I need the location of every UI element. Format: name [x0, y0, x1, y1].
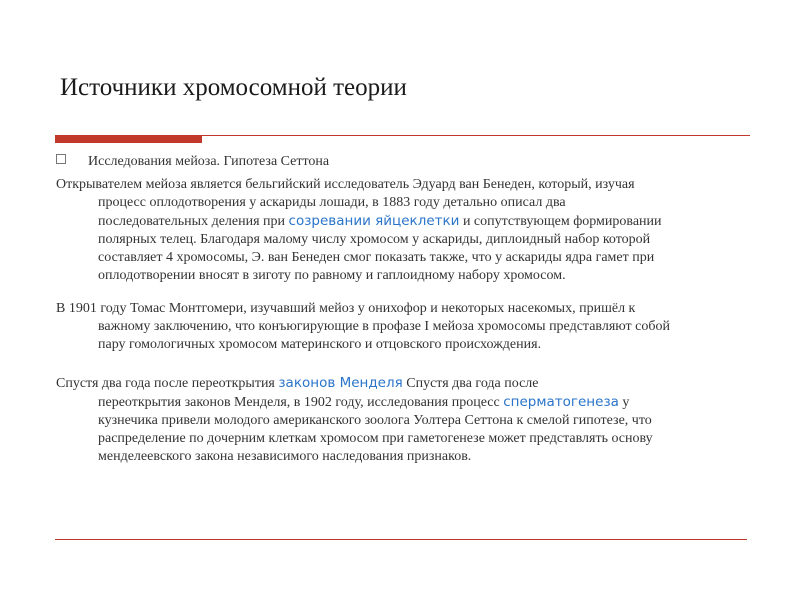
bullet-item — [56, 154, 329, 170]
bottom-divider-line — [55, 539, 747, 540]
paragraph-line: переоткрытия законов Менделя, в 1902 году, исследования процесс сперматогенеза у — [98, 394, 630, 410]
paragraph-line: кузнечика привели молодого американского зоолога Уолтера Сеттона к смелой гипотезе, что — [98, 413, 652, 428]
paragraph-van-beneden — [56, 176, 662, 285]
paragraph-line: полярных телец. Благодаря малому числу хромосом у аскариды, диплоидный набор которой — [98, 232, 651, 247]
paragraph-montgomery — [56, 300, 670, 354]
link-spermatogenesis[interactable]: сперматогенеза — [503, 394, 619, 410]
paragraph-line: Спустя два года после переоткрытия законов Менделя Спустя два года после — [56, 375, 539, 391]
paragraph-line: Открывателем мейоза является бельгийский исследователь Эдуард ван Бенеден, который, изучая — [56, 177, 635, 192]
title-divider-accent — [55, 135, 202, 143]
paragraph-line: пару гомологичных хромосом материнского и отцовского происхождения. — [98, 337, 542, 352]
bullet-text: Исследования мейоза. Гипотеза Сеттона — [88, 154, 330, 169]
link-mendel-laws[interactable]: законов Менделя — [278, 375, 403, 391]
link-egg-maturation[interactable]: созревании яйцеклетки — [288, 213, 460, 229]
paragraph-line: последовательных деления при созревании яйцеклетки и сопутствующем формировании — [98, 213, 662, 229]
paragraph-line: В 1901 году Томас Монтгомери, изучавший мейоз у онихофор и некоторых насекомых, пришёл к — [56, 301, 636, 316]
paragraph-line: распределение по дочерним клеткам хромосом при гаметогенезе может представлять основу — [98, 431, 653, 446]
slide-title: Источники хромосомной теории — [60, 74, 407, 101]
checkbox-bullet-icon — [56, 154, 66, 164]
paragraph-line: составляет 4 хромосомы, Э. ван Бенеден смог показать также, что у аскариды ядра гамет при — [98, 250, 655, 265]
paragraph-sutton — [56, 374, 653, 466]
paragraph-line: менделеевского закона независимого наследования признаков. — [98, 449, 472, 464]
paragraph-line: оплодотворении вносят в зиготу по равному и гаплоидному набору хромосом. — [98, 268, 566, 283]
paragraph-line: важному заключению, что конъюгирующие в профазе I мейоза хромосомы представляют собой — [98, 319, 670, 334]
paragraph-line: процесс оплодотворения у аскариды лошади, в 1883 году детально описал два — [98, 195, 566, 210]
